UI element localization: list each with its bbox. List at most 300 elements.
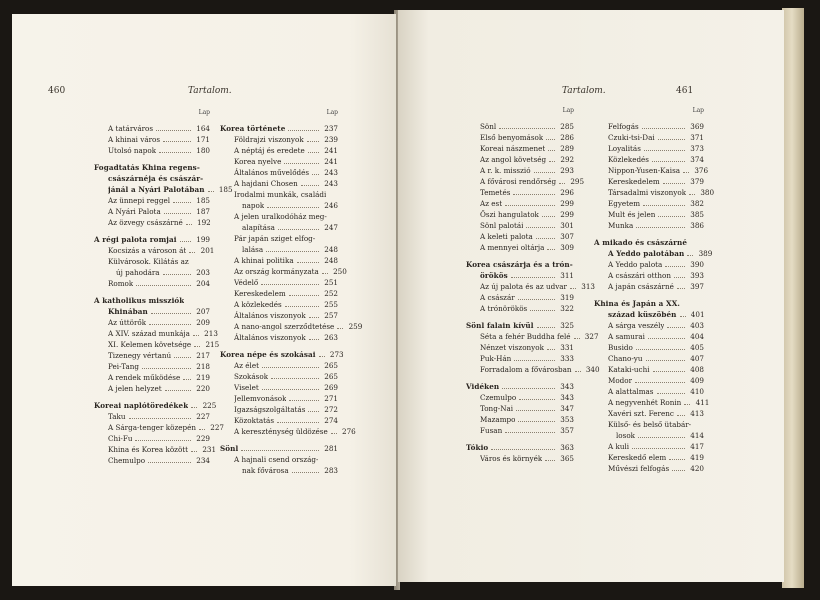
toc-entry-row [94,383,210,394]
toc-entry-row [220,288,338,299]
leader-dots [491,449,555,450]
toc-chapter-row [94,173,210,184]
toc-entry-title: Külső- és belső ütabár- [608,420,692,429]
toc-entry-title: alapítása [242,223,275,232]
toc-entry-row [220,200,338,211]
toc-entry-title: Művészi felfogás [608,464,670,473]
leader-dots [683,172,689,173]
leader-dots [301,185,319,186]
toc-entry-title: Város és környék [480,454,543,463]
toc-chapter-row [594,298,704,309]
toc-page-number: 243 [324,179,338,188]
toc-page-number: 296 [560,188,574,197]
toc-entry-row [220,310,338,321]
toc-section [220,349,356,437]
toc-page-number: 185 [218,185,233,194]
toc-entry-title: Fusan [480,426,503,435]
toc-page-number: 273 [329,350,344,359]
toc-page-number: 413 [690,409,704,418]
toc-entry-title: A fővárosi rendőrség [480,177,557,186]
leader-dots [278,229,319,230]
toc-page-number: 371 [690,133,704,142]
leader-dots [657,393,686,394]
leader-dots [549,161,555,162]
lap-heading: Lap [326,109,338,116]
toc-page-number: 255 [324,300,338,309]
leader-dots [518,299,555,300]
toc-entry-row [466,198,574,209]
toc-entry-title: Tókio [466,443,489,452]
toc-page-number: 363 [560,443,574,452]
leader-dots [136,285,191,286]
toc-page-number: 252 [324,289,338,298]
leader-dots [648,338,685,339]
toc-chapter-row [94,400,217,411]
leader-dots [308,411,319,412]
toc-entry-row [594,419,704,430]
toc-entry-row [220,244,338,255]
toc-page-number: 293 [560,166,574,175]
toc-page-number: 331 [560,343,574,352]
toc-page-number: 248 [324,245,338,254]
toc-section [466,320,600,375]
toc-page-number: 393 [690,271,704,280]
toc-page-number: 380 [700,188,715,197]
toc-entry-title: Az új palota és az udvar [480,282,567,291]
toc-page-number: 389 [698,249,713,258]
toc-entry-row [220,404,338,415]
leader-dots [547,349,555,350]
toc-entry-row [594,270,704,281]
toc-page-number: 227 [196,412,210,421]
toc-entry-row [220,266,347,277]
toc-chapter-row [466,270,574,281]
toc-entry-title: A samurai [608,332,645,341]
toc-entry-title: Forradalom a fővárosban [480,365,572,374]
toc-entry-title: század küszöbén [608,310,677,319]
leader-dots [667,327,685,328]
toc-entry-title: A mennyei oltárja [480,243,545,252]
toc-entry-title: Nénzet viszonyok [480,343,544,352]
toc-entry-row [94,317,210,328]
toc-entry-title: Czemulpo [480,393,517,402]
toc-entry-title: Vidéken [466,382,500,391]
leader-dots [262,389,319,390]
leader-dots [149,324,191,325]
toc-page-number: 382 [690,199,704,208]
toc-entry-row [94,455,210,466]
right-toc-column-2 [594,106,715,478]
toc-entry-title: A khinai politika [234,256,294,265]
book-cover-edge [782,8,804,588]
toc-entry-title: A japán császárné [608,282,674,291]
leader-dots [526,227,555,228]
toc-entry-title: XI. Kelemen követsége [108,340,192,349]
leader-dots [288,130,319,131]
toc-page-number: 343 [560,393,574,402]
leader-dots [271,378,319,379]
leader-dots [514,360,555,361]
toc-entry-title: lalása [242,245,264,254]
toc-entry-title: A Yeddo palota [608,260,663,269]
toc-entry-title: Az élet [234,361,259,370]
toc-entry-title: napok [242,201,265,210]
leader-dots [309,339,319,340]
toc-page-number: 289 [560,144,574,153]
toc-entry-row [220,321,363,332]
leader-dots [499,128,555,129]
toc-page-number: 281 [324,444,338,453]
leader-dots [505,432,555,433]
leader-dots [165,390,191,391]
toc-entry-row [466,121,574,132]
toc-page-number: 247 [324,223,338,232]
toc-entry-row [94,267,210,278]
toc-entry-title: Irodalmi munkák, családi [234,190,327,199]
toc-entry-title: Munka [608,221,634,230]
toc-entry-row [94,411,210,422]
toc-entry-row [220,415,338,426]
toc-entry-title: Kataki-uchi [608,365,650,374]
toc-entry-title: Utolsó napok [108,146,157,155]
leader-dots [519,399,555,400]
toc-page-number: 343 [560,382,574,391]
toc-entry-title: Khina és Japán a XX. [594,299,680,308]
leader-dots [644,150,685,151]
toc-page-number: 311 [560,271,574,280]
leader-dots [312,174,319,175]
toc-page-number: 241 [324,146,338,155]
toc-page-number: 250 [333,267,347,276]
toc-page-number: 385 [690,210,704,219]
toc-entry-title: A nano-angol szerződtetése [234,322,335,331]
leader-dots [135,440,191,441]
toc-entry-row [466,364,600,375]
toc-page-number: 225 [202,401,217,410]
toc-entry-title: A Nyári Palota [108,207,161,216]
toc-entry-row [466,231,574,242]
toc-page-number: 319 [560,293,574,302]
toc-page-number: 401 [690,310,705,319]
leader-dots [574,338,580,339]
toc-section [220,123,363,343]
toc-entry-row [94,195,210,206]
toc-entry-title: A Yeddo palotában [608,249,685,258]
leader-dots [518,421,555,422]
toc-entry-row [466,165,574,176]
toc-page-number: 201 [200,246,215,255]
toc-entry-title: Mult és jelen [608,210,656,219]
left-toc-column-2 [220,108,363,480]
toc-chapter-row [94,184,233,195]
toc-entry-title: A jelen helyzet [108,384,162,393]
toc-entry-title: Séta a fehér Buddha felé [480,332,571,341]
toc-entry-title: A császári otthon [608,271,671,280]
leader-dots [545,460,555,461]
leader-dots [536,238,555,239]
toc-page-number: 269 [324,383,338,392]
toc-page-number: 263 [324,333,338,342]
toc-entry-row [466,281,595,292]
toc-entry-title: Korea nyelve [234,157,282,166]
toc-section [94,234,215,289]
toc-entry-title: Külvárosok. Kilátás az [108,257,189,266]
toc-page-number: 246 [324,201,338,210]
leader-dots [643,205,685,206]
toc-entry-row [594,165,709,176]
toc-page-number: 180 [196,146,210,155]
leader-dots [148,462,191,463]
toc-entry-row [94,245,215,256]
toc-chapter-row [94,234,210,245]
leader-dots [163,274,191,275]
toc-page-number: 231 [202,445,217,454]
leader-dots [142,368,191,369]
toc-page-number: 259 [348,322,363,331]
lap-heading: Lap [562,107,574,114]
left-page-number: 460 [48,86,66,96]
toc-entry-title: A trónörökös [480,304,528,313]
leader-dots [672,470,685,471]
toc-page-number: 248 [324,256,338,265]
leader-dots [547,249,555,250]
toc-entry-row [94,256,210,267]
toc-entry-row [594,198,704,209]
toc-page-number: 171 [196,135,210,144]
toc-entry-row [220,382,338,393]
toc-entry-title: Őszi hangulatok [480,210,539,219]
toc-section [94,162,233,228]
leader-dots [174,357,191,358]
leader-dots [191,451,197,452]
leader-dots [289,400,319,401]
toc-entry-row [594,342,704,353]
toc-section [220,443,338,476]
toc-entry-row [466,176,585,187]
toc-chapter-row [466,259,574,270]
toc-entry-title: Társadalmi viszonyok [608,188,687,197]
leader-dots [658,216,685,217]
leader-dots [297,262,319,263]
toc-chapter-row [220,123,338,134]
toc-entry-title: örökös [480,271,508,280]
toc-entry-title: Korea története [220,124,286,133]
toc-entry-title: A közlekedés [234,300,282,309]
toc-entry-title: Romok [108,279,134,288]
toc-entry-title: Xavéri szt. Ferenc [608,409,674,418]
right-running-title: Tartalom. [562,86,606,96]
toc-page-number: 397 [690,282,704,291]
toc-entry-title: nak fővárosa [242,466,289,475]
leader-dots [687,255,693,256]
toc-page-number: 307 [560,232,574,241]
leader-dots [513,194,555,195]
leader-dots [189,252,195,253]
toc-entry-row [594,121,704,132]
leader-dots [658,139,685,140]
toc-entry-row [466,403,574,414]
toc-entry-row [466,303,574,314]
toc-entry-title: Khinában [108,307,148,316]
toc-entry-title: Temetés [480,188,511,197]
toc-entry-row [94,278,210,289]
toc-entry-title: Puk-Hán [480,354,512,363]
toc-page-number: 237 [324,124,338,133]
leader-dots [548,150,555,151]
toc-page-number: 357 [560,426,574,435]
toc-page-number: 164 [196,124,210,133]
toc-entry-row [94,372,210,383]
toc-entry-title: Jellemvonások [234,394,287,403]
toc-page-number: 411 [695,398,710,407]
toc-entry-title: Közlekedés [608,155,649,164]
toc-entry-title: A kuli [608,442,630,451]
toc-page-number: 229 [196,434,210,443]
toc-entry-row [594,375,704,386]
toc-page-number: 369 [690,122,704,131]
toc-entry-row [94,422,224,433]
toc-entry-row [594,331,704,342]
toc-entry-title: Földrajzi viszonyok [234,135,304,144]
toc-entry-row [94,339,220,350]
leader-dots [129,418,191,419]
toc-entry-title: Fogadtatás Khina regens- [94,163,200,172]
toc-entry-title: Korea császárja és a trón- [466,260,573,269]
toc-entry-title: A rendek működése [108,373,181,382]
toc-entry-title: Chi-Fu [108,434,133,443]
toc-page-number: 365 [560,454,574,463]
toc-page-number: 376 [694,166,709,175]
leader-dots [636,349,685,350]
toc-section [94,123,210,156]
toc-entry-title: Az ünnepi reggel [108,196,171,205]
toc-entry-row [94,134,210,145]
leader-dots [186,224,192,225]
toc-entry-title: Az özvegy császárné [108,218,183,227]
toc-entry-row [466,453,574,464]
toc-page-number: 299 [560,210,574,219]
leader-dots [638,437,685,438]
toc-entry-title: Modor [608,376,633,385]
toc-entry-title: Első benyomások [480,133,544,142]
leader-dots [191,407,197,408]
toc-entry-title: Nippon-Yusen-Kaisa [608,166,681,175]
toc-entry-row [466,331,599,342]
toc-entry-title: Igazságszolgáltatás [234,405,306,414]
toc-page-number: 408 [690,365,704,374]
toc-entry-title: A hajnali csend ország- [234,455,319,464]
toc-page-number: 322 [560,304,574,313]
leader-dots [669,459,685,460]
toc-entry-row [94,206,210,217]
toc-entry-title: A katholikus missziók [94,296,185,305]
leader-dots [663,183,685,184]
toc-page-number: 207 [196,307,210,316]
toc-entry-row [466,187,574,198]
leader-dots [308,152,319,153]
toc-chapter-row [466,381,574,392]
leader-dots [261,284,319,285]
toc-entry-title: Sönl [220,444,239,453]
toc-entry-title: Busido [608,343,633,352]
toc-entry-title: Tong-Nai [480,404,514,413]
leader-dots [537,327,555,328]
toc-entry-title: A alattalmas [608,387,654,396]
toc-page-number: 286 [560,133,574,142]
leader-dots [183,379,191,380]
toc-entry-row [94,350,210,361]
toc-entry-title: Chano-yu [608,354,643,363]
leader-dots [337,328,343,329]
toc-entry-row [594,463,704,474]
leader-dots [319,356,325,357]
toc-chapter-row [94,295,210,306]
leader-dots [194,346,200,347]
toc-page-number: 353 [560,415,574,424]
toc-page-number: 419 [690,453,704,462]
leader-dots [289,295,319,296]
toc-section [94,400,224,466]
leader-dots [208,191,214,192]
toc-entry-title: losok [616,431,635,440]
toc-page-number: 414 [690,431,704,440]
toc-page-number: 325 [560,321,574,330]
toc-section [594,298,710,474]
toc-page-number: 215 [205,340,220,349]
toc-entry-title: A régi palota romjai [94,235,177,244]
toc-page-number: 187 [196,207,210,216]
toc-page-number: 410 [690,387,704,396]
toc-entry-title: Sönl [480,122,497,131]
toc-entry-row [220,465,338,476]
toc-page-number: 199 [196,235,210,244]
toc-section [466,381,574,436]
toc-section [594,121,715,231]
leader-dots [322,273,328,274]
toc-entry-row [594,452,704,463]
toc-entry-title: Szokások [234,372,269,381]
toc-entry-title: A khinai város [108,135,161,144]
toc-entry-row [594,408,704,419]
toc-entry-title: A néptáj és eredete [234,146,305,155]
toc-entry-row [220,371,338,382]
toc-entry-row [94,145,210,156]
toc-page-number: 295 [570,177,585,186]
leader-dots [193,335,199,336]
toc-entry-title: Koreai nászmenet [480,144,546,153]
toc-chapter-row [220,443,338,454]
toc-chapter-row [594,309,704,320]
toc-entry-row [220,222,338,233]
toc-entry-row [594,176,704,187]
toc-entry-row [594,397,710,408]
leader-dots [575,371,581,372]
leader-dots [164,213,191,214]
leader-dots [636,227,685,228]
toc-entry-title: Khina és Korea között [108,445,189,454]
leader-dots [292,472,319,473]
toc-entry-title: Az ország kormányzata [234,267,319,276]
toc-entry-title: A császár [480,293,515,302]
toc-entry-row [594,320,704,331]
toc-entry-title: A sárga veszély [608,321,665,330]
toc-entry-title: Védelő [234,278,259,287]
toc-entry-title: új pahodára [116,268,160,277]
toc-page-number: 234 [196,456,210,465]
toc-page-number: 265 [324,361,338,370]
toc-entry-title: Taku [108,412,126,421]
toc-entry-row [220,360,338,371]
